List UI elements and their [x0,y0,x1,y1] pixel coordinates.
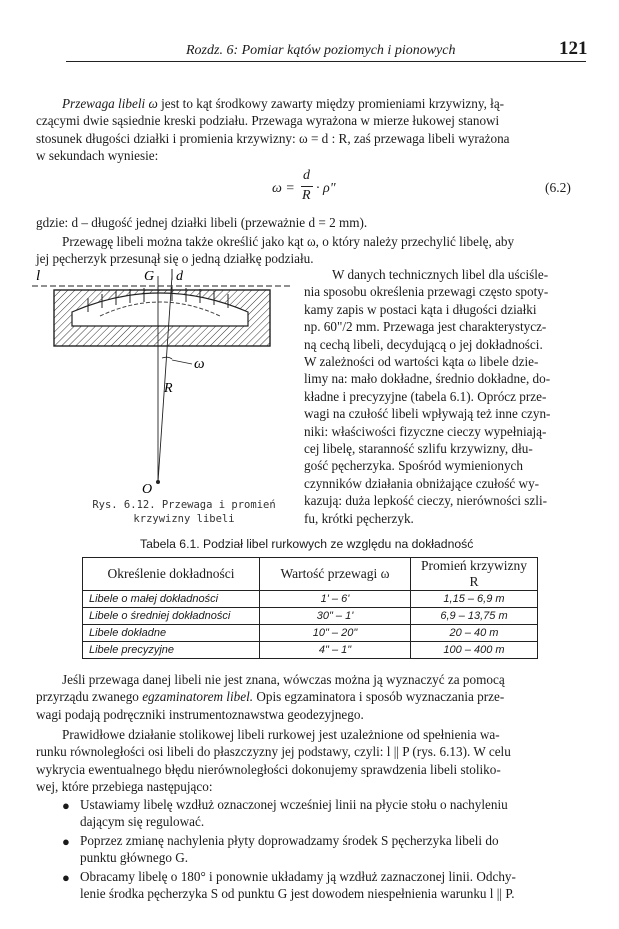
label-l: l [36,268,41,284]
bullet-glyph: ● [62,834,70,849]
side-line: wagi na czułość libeli wpływają też inne czyn- [304,406,551,422]
fraction-bar [301,186,313,187]
para3-line1: Przewagę libeli można także określić jako kąt ω, o który należy przechylić libelę, aby [62,234,515,249]
table-row [83,642,538,659]
paragraph-egzaminator [36,671,586,723]
bullet-glyph: ● [62,798,70,813]
table-cell: 4" – 1" [260,642,411,659]
paragraph-przewaga-kat [36,233,586,268]
label-omega: ω [194,356,205,372]
para1-line4: w sekundach wyniesie: [36,148,159,164]
center-point-o [156,480,160,484]
accuracy-table [82,557,538,659]
table-row [83,608,538,625]
angle-arc [162,357,172,359]
para4-line2-pre: przyrządu zwanego [36,689,139,705]
formula-denominator: R [302,188,311,203]
bullet-line: Obracamy libelę o 180° i ponownie układamy ją wzdłuż zaznaczonej linii. Odchy- [80,869,516,884]
side-line: cej libelę, staranność szlifu krzywizny, dłu- [304,441,533,457]
side-paragraph [304,266,586,527]
para4-line2-post: Opis egzaminatora i sposób wyznaczania prze- [256,689,505,705]
table-cell: 20 – 40 m [411,625,538,642]
side-line: nia sposobu określenia przewagi często spoty- [304,284,549,300]
para4-line1: Jeśli przewaga danej libeli nie jest znana, wówczas można ją wyznaczyć za pomocą [62,672,505,687]
formula-6-2 [272,168,392,208]
table-cell: 10" – 20" [260,625,411,642]
equation-number: (6.2) [545,180,571,195]
side-line: gość pęcherzyka. Spośród wymienionych [304,458,524,474]
table-cell: Libele dokładne [83,625,260,642]
table-cell: Libele precyzyjne [83,642,260,659]
side-line: kładne i precyzyjne (tabela 6.1). Oprócz prze- [304,388,547,404]
label-o: O [142,482,153,497]
para5-line3: wykrycia ewentualnego błędu nierównoległości dokonujemy sprawdzenia libeli stoliko- [36,761,501,777]
side-line: limy na: mało dokładne, średnio dokładne, do- [304,371,551,387]
paragraph-definition [36,95,586,165]
bullet-line: lenie środka pęcherzyka S od punktu G jest dowodem niespełnienia warunku l || P. [80,886,515,902]
table-cell: 6,9 – 13,75 m [411,608,538,625]
bullet-item [80,832,586,867]
formula-lhs: ω = [272,181,295,196]
side-line: np. 60"/2 mm. Przewaga jest charakterystycz- [304,319,547,335]
para1-line1: jest to kąt środkowy zawarty między promieniami krzywizny, łą- [161,96,505,111]
formula-numerator: d [303,168,310,183]
figure-caption [74,499,294,526]
table-cell: 30" – 1' [260,608,411,625]
table-cell: Libele o średniej dokładności [83,608,260,625]
table-container [82,557,538,659]
caption-line2: krzywizny libeli [133,512,235,525]
table-header-row [83,558,538,591]
side-line: fu, krótki pęcherzyk. [304,510,414,526]
table-cell: Libele o małej dokładności [83,591,260,608]
para5-line4: wej, które przebiega następująco: [36,779,213,795]
para1-line2: czącymi dwie sąsiednie kreski podziału. Przewaga wyrażona w mierze łukowej stanowi [36,113,500,129]
table-cell: 1,15 – 6,9 m [411,591,538,608]
term-egzaminator: egzaminatorem libel. [142,689,254,705]
figure-6-12 [30,264,300,498]
side-line: czynników działania obniżające czułość wy- [304,475,540,491]
paragraph-where: gdzie: d – długość jednej działki libeli (przeważnie d = 2 mm). [36,215,368,230]
para5-line2: runku równoległości osi libeli do płaszczyzny jej podstawy, czyli: l || P (rys. 6.13). W celu [36,744,511,760]
bullet-line: punktu głównego G. [80,850,189,866]
caption-line1: Rys. 6.12. Przewaga i promień [92,499,276,511]
table-cell: 1' – 6' [260,591,411,608]
side-line: kamy zapis w postaci kąta i długości działki [304,301,537,317]
para1-line3: stosunek długości działki i promienia krzywizny: ω = d : R, zaś przewaga libeli wyrażona [36,130,510,146]
side-line: kazują: duża lepkość cieczy, nierówności szli- [304,493,548,509]
para3-line2: jej pęcherzyk przesunął się o jedną działkę podziału. [36,251,314,267]
bullet-glyph: ● [62,870,70,885]
side-line: W zależności od wartości kąta ω libele dzie- [304,354,539,370]
table-row [83,591,538,608]
table-row [83,625,538,642]
bullet-item [80,868,586,903]
term-przewaga: Przewaga libeli [62,96,146,111]
header-rule [66,61,586,62]
symbol-omega: ω [148,96,158,111]
label-g: G [144,269,155,284]
paragraph-sprawdzenie [36,726,586,796]
bullet-item [80,796,586,831]
para5-line1: Prawidłowe działanie stolikowej libeli rurkowej jest uzależnione od spełnienia wa- [62,727,500,742]
header-cell: Określenie dokładności [83,558,260,591]
omega-leader [172,360,192,364]
page-number: 121 [559,38,588,59]
running-header: Rozdz. 6: Pomiar kątów poziomych i pionowych [186,43,456,58]
formula-rhs: · ρ" [316,181,336,196]
side-line: ną cechą libeli, decydującą o jej dokładności. [304,336,543,352]
table-cell: 100 – 400 m [411,642,538,659]
table-caption: Tabela 6.1. Podział libel rurkowych ze względu na dokładność [140,537,474,551]
header-cell: Promień krzywizny R [411,558,538,591]
side-line: niki: właściwości fizyczne cieczy wypełniają- [304,423,547,439]
label-d: d [176,269,183,284]
side-line: W danych technicznych libel dla uściśle- [332,267,549,282]
bullet-line: dającym się regulować. [80,814,205,830]
bullet-line: Ustawiamy libelę wzdłuż oznaczonej wcześniej linii na płycie stołu o nachyleniu [80,797,508,812]
label-r: R [164,381,173,396]
header-cell: Wartość przewagi ω [260,558,411,591]
para4-line3: wagi podają podręczniki instrumentoznawstwa geodezyjnego. [36,706,364,722]
bullet-line: Poprzez zmianę nachylenia płyty doprowadzamy środek S pęcherzyka libeli do [80,833,499,848]
